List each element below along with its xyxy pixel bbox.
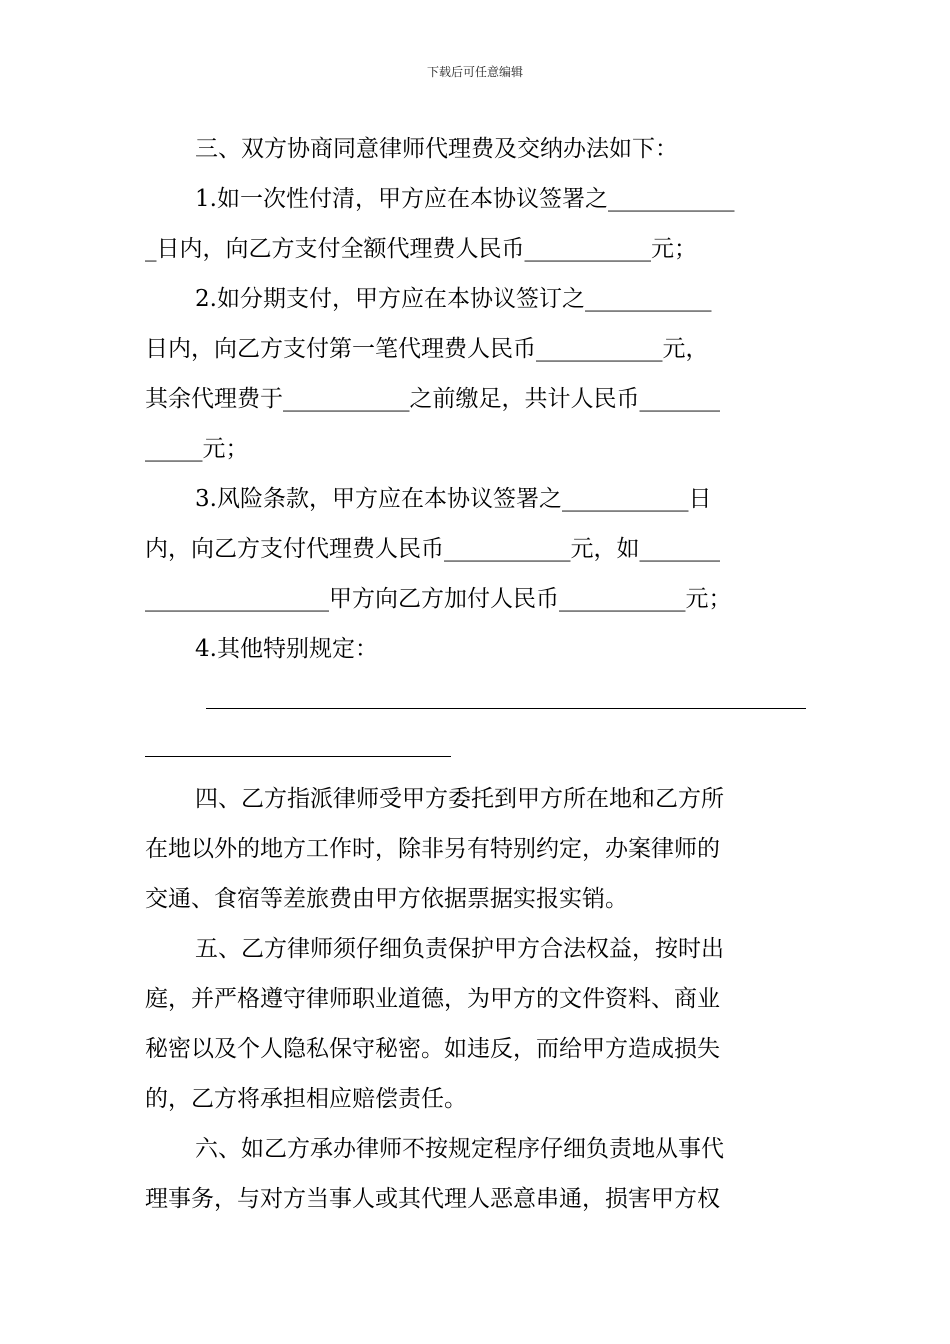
clause-3-item-2-line-2: 日内，向乙方支付第一笔代理费人民币___________元，	[145, 336, 709, 362]
clause-5-line-3: 秘密以及个人隐私保守秘密。如违反，而给甲方造成损失	[145, 1036, 720, 1062]
blank-line-2	[145, 756, 451, 757]
clause-3-item-2-line-3: 其余代理费于___________之前缴足，共计人民币_______	[145, 386, 720, 412]
clause-4-line-2: 在地以外的地方工作时，除非另有特别约定，办案律师的	[145, 836, 720, 862]
clause-3-item-2-line-1: 2.如分期支付，甲方应在本协议签订之___________	[195, 286, 712, 312]
clause-4-line-1: 四、乙方指派律师受甲方委托到甲方所在地和乙方所	[195, 786, 724, 812]
clause-5-line-4: 的，乙方将承担相应赔偿责任。	[145, 1086, 467, 1112]
clause-3-item-1-line-2: _日内，向乙方支付全额代理费人民币___________元；	[145, 236, 697, 262]
clause-4-line-3: 交通、食宿等差旅费由甲方依据票据实报实销。	[145, 886, 628, 912]
clause-3-item-2-line-4: _____元；	[145, 436, 249, 462]
page-header: 下载后可任意编辑	[426, 65, 523, 79]
clause-3-item-3-line-2: 内，向乙方支付代理费人民币___________元，如_______	[145, 536, 720, 562]
clause-3-item-1-line-1: 1.如一次性付清，甲方应在本协议签署之___________	[195, 186, 735, 212]
blank-line-1	[206, 708, 806, 709]
clause-3-item-3-line-3: ________________甲方向乙方加付人民币___________元；	[145, 586, 732, 612]
clause-3-heading: 三、双方协商同意律师代理费及交纳办法如下：	[195, 136, 678, 162]
clause-6-line-1: 六、如乙方承办律师不按规定程序仔细负责地从事代	[195, 1136, 724, 1162]
clause-3-item-4: 4.其他特别规定：	[195, 636, 378, 662]
clause-6-line-2: 理事务，与对方当事人或其代理人恶意串通，损害甲方权	[145, 1186, 720, 1212]
clause-5-line-2: 庭，并严格遵守律师职业道德，为甲方的文件资料、商业	[145, 986, 720, 1012]
clause-3-item-3-line-1: 3.风险条款，甲方应在本协议签署之___________日	[195, 486, 712, 512]
clause-5-line-1: 五、乙方律师须仔细负责保护甲方合法权益，按时出	[195, 936, 724, 962]
